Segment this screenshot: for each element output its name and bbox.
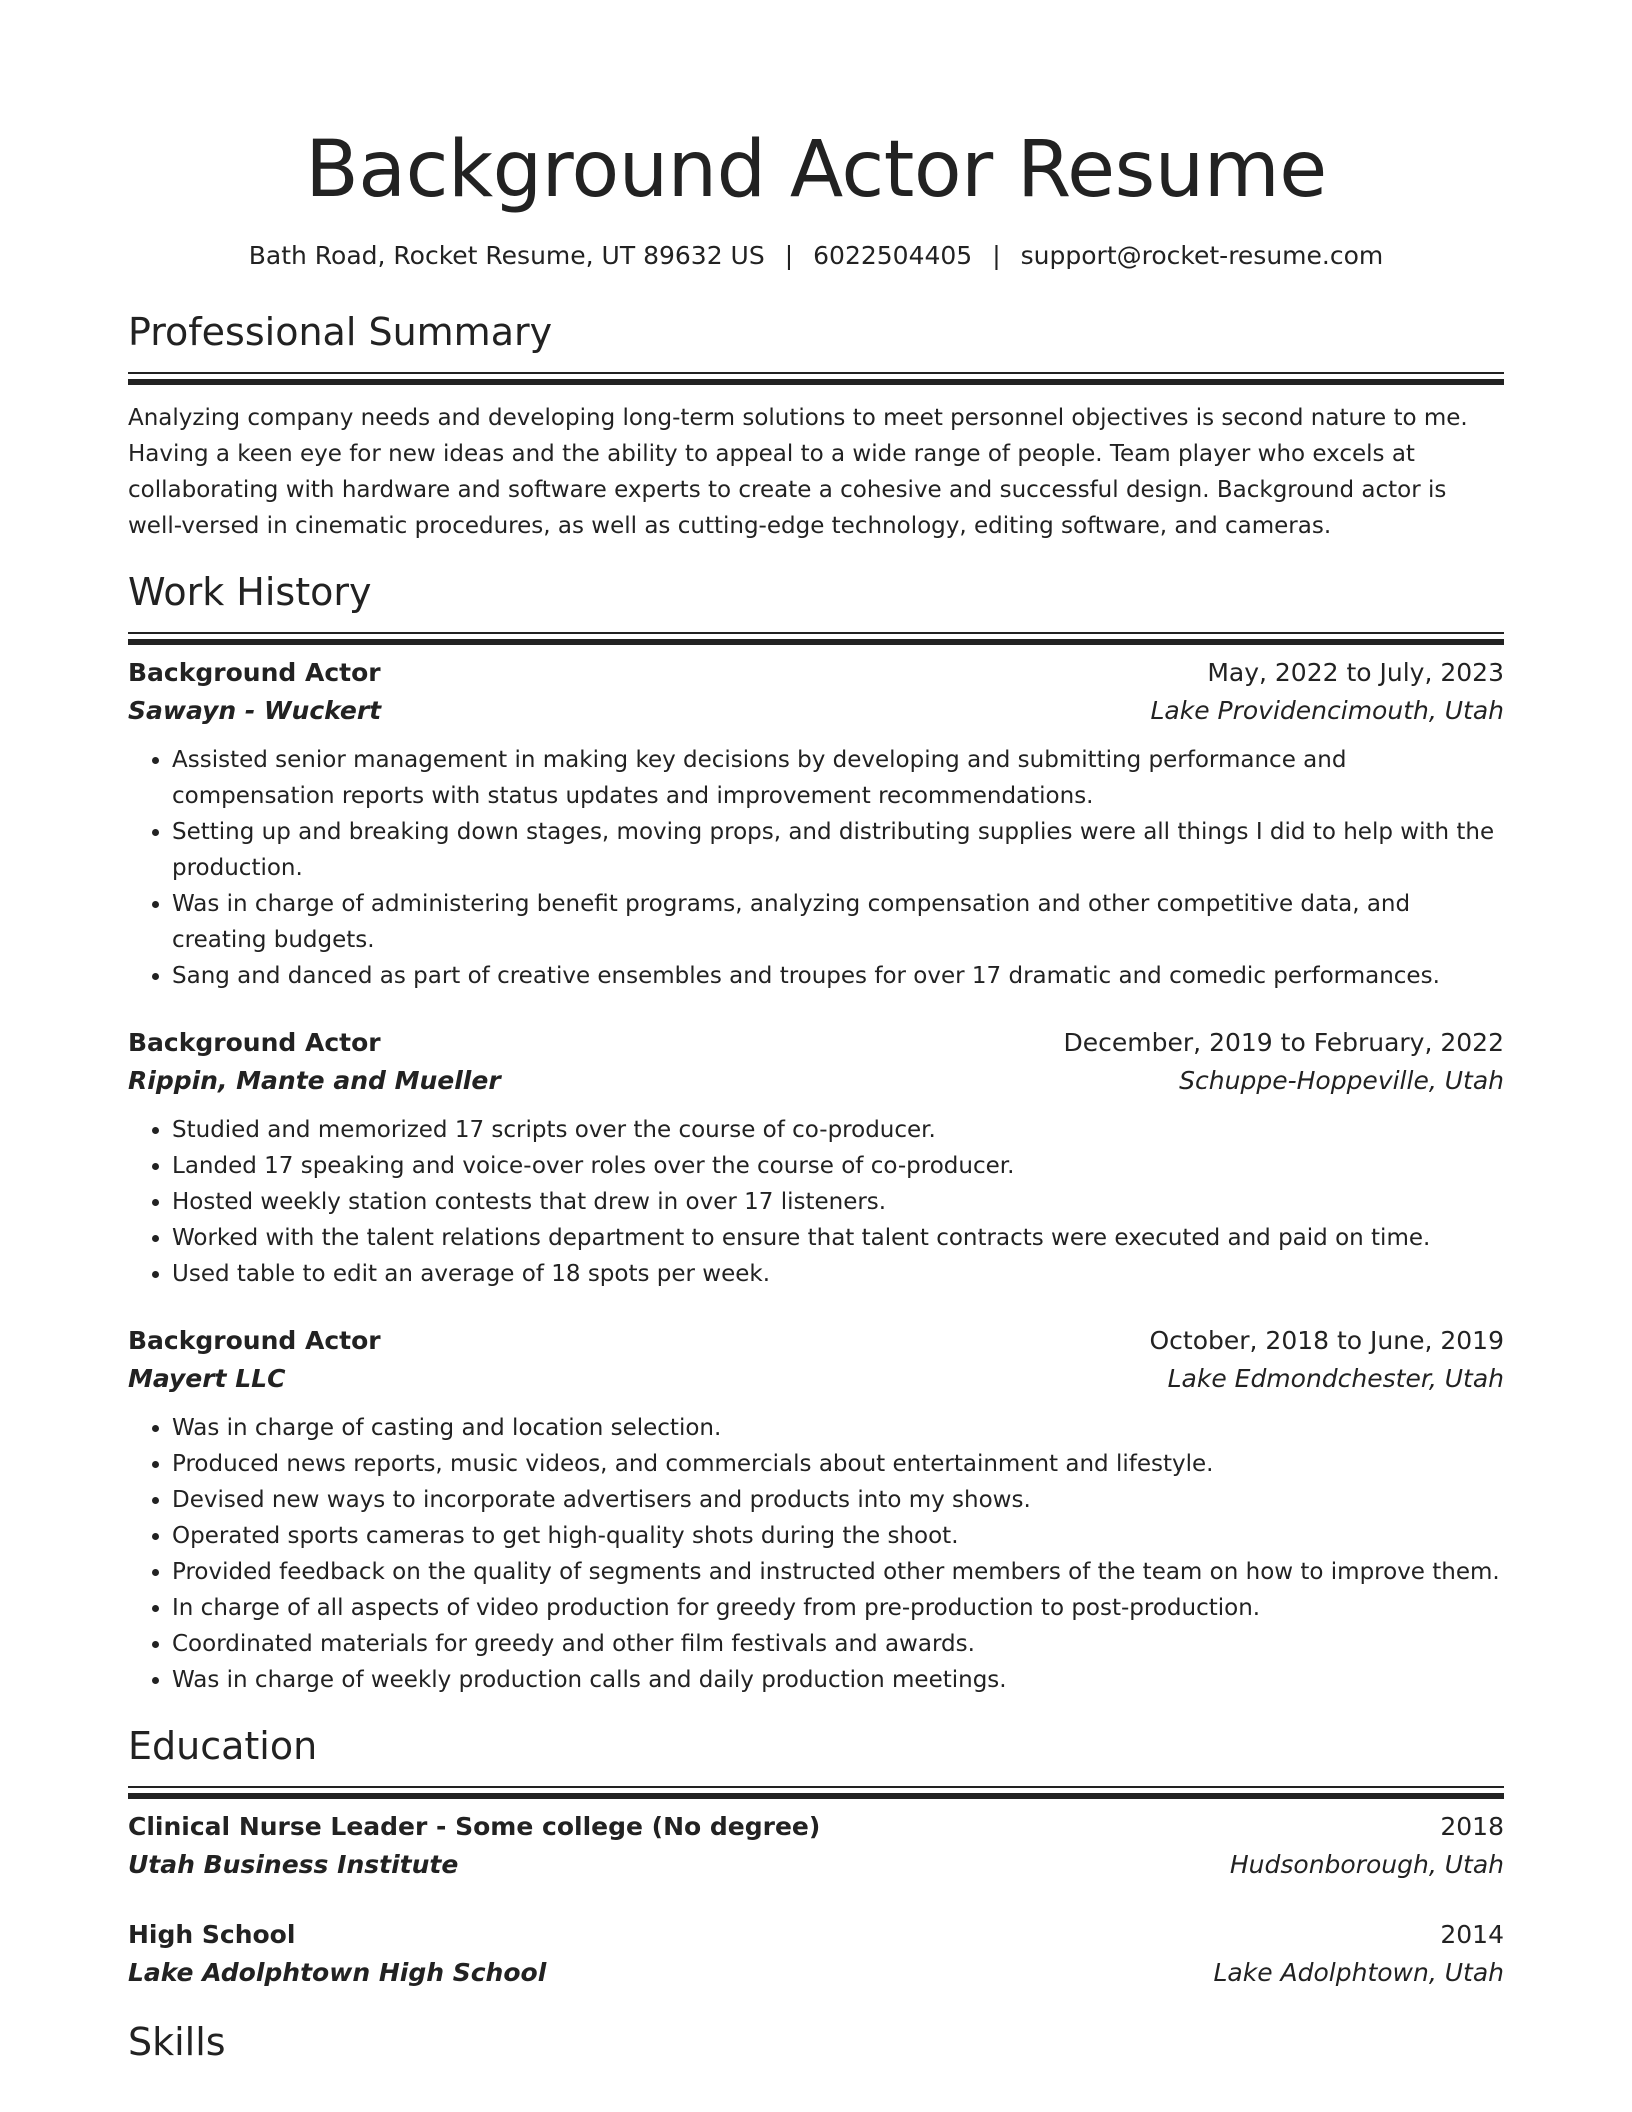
education-year: 2018 [1440, 1812, 1504, 1841]
job-bullet: • Devised new ways to incorporate advertisers and products into my shows. [172, 1482, 1504, 1518]
job-bullet: • Assisted senior management in making key decisions by developing and submitting performance and compensation reports with status updates and improvement recommendations. [172, 742, 1504, 814]
job-title: Background Actor [128, 1326, 381, 1355]
job-title: Background Actor [128, 1028, 381, 1057]
job-entry [128, 1024, 1504, 1292]
section-title-summary: Professional Summary [128, 310, 553, 354]
education-entry [128, 1916, 1504, 1992]
contact-address: Bath Road, Rocket Resume, UT 89632 US [248, 241, 765, 270]
job-entry [128, 1322, 1504, 1698]
job-location: Lake Edmondchester, Utah [1167, 1364, 1504, 1393]
resume-page [128, 0, 1504, 2112]
contact-phone: 6022504405 [813, 241, 973, 270]
job-entry [128, 654, 1504, 994]
job-company-row [128, 1360, 1504, 1398]
job-bullet: • Studied and memorized 17 scripts over the course of co-producer. [172, 1112, 1504, 1148]
section-divider [128, 372, 1504, 374]
job-location: Schuppe-Hoppeville, Utah [1179, 1066, 1504, 1095]
job-header-row [128, 654, 1504, 692]
education-header-row [128, 1916, 1504, 1954]
resume-title: Background Actor Resume [305, 125, 1327, 215]
job-bullet: • Setting up and breaking down stages, moving props, and distributing supplies were all things I did to help with the production. [172, 814, 1504, 886]
education-location: Hudsonborough, Utah [1229, 1850, 1504, 1879]
job-bullet: • Was in charge of weekly production calls and daily production meetings. [172, 1662, 1504, 1698]
contact-line [128, 238, 1504, 274]
section-title-work-history: Work History [128, 570, 372, 614]
job-bullet: • Was in charge of administering benefit programs, analyzing compensation and other competitive data, and creating budgets. [172, 886, 1504, 958]
job-bullets [128, 742, 1504, 994]
job-dates: December, 2019 to February, 2022 [1063, 1028, 1504, 1057]
job-bullet: • Hosted weekly station contests that drew in over 17 listeners. [172, 1184, 1504, 1220]
job-bullet: • Operated sports cameras to get high-quality shots during the shoot. [172, 1518, 1504, 1554]
job-bullet: • Sang and danced as part of creative ensembles and troupes for over 17 dramatic and comedic performances. [172, 958, 1504, 994]
education-school-row [128, 1954, 1504, 1992]
job-company: Rippin, Mante and Mueller [128, 1066, 501, 1095]
work-history-section [128, 568, 1504, 1698]
education-school: Lake Adolphtown High School [128, 1958, 547, 1987]
job-bullet: • Was in charge of casting and location selection. [172, 1410, 1504, 1446]
education-school: Utah Business Institute [128, 1850, 459, 1879]
job-company: Mayert LLC [128, 1364, 286, 1393]
job-bullets [128, 1410, 1504, 1698]
job-dates: May, 2022 to July, 2023 [1207, 658, 1504, 687]
job-bullet: • Worked with the talent relations department to ensure that talent contracts were executed and paid on time. [172, 1220, 1504, 1256]
job-bullet: • In charge of all aspects of video production for greedy from pre-production to post-production. [172, 1590, 1504, 1626]
job-company-row [128, 1062, 1504, 1100]
education-entry [128, 1808, 1504, 1884]
contact-separator: | [992, 241, 1001, 270]
job-bullet: • Landed 17 speaking and voice-over roles over the course of co-producer. [172, 1148, 1504, 1184]
summary-text: Analyzing company needs and developing long-term solutions to meet personnel objectives is second nature to me. Having a keen eye for new ideas and the ability to appeal to a wide range of people. Team player who excels at collaborating with hardware and software experts to create a cohesive and successful design. Background actor is well-versed in cinematic procedures, as well as cutting-edge technology, editing software, and cameras. [128, 405, 1468, 539]
job-company-row [128, 692, 1504, 730]
education-degree: Clinical Nurse Leader - Some college (No degree) [128, 1812, 821, 1841]
education-school-row [128, 1846, 1504, 1884]
job-header-row [128, 1024, 1504, 1062]
job-header-row [128, 1322, 1504, 1360]
education-year: 2014 [1440, 1920, 1504, 1949]
education-section [128, 1722, 1504, 1992]
job-bullet: • Provided feedback on the quality of segments and instructed other members of the team on how to improve them. [172, 1554, 1504, 1590]
education-location: Lake Adolphtown, Utah [1213, 1958, 1504, 1987]
job-location: Lake Providencimouth, Utah [1150, 696, 1504, 725]
section-divider [128, 632, 1504, 634]
job-title: Background Actor [128, 658, 381, 687]
contact-email: support@rocket-resume.com [1020, 241, 1384, 270]
contact-separator: | [784, 241, 794, 270]
skills-section [128, 2018, 1504, 2066]
job-bullet: • Produced news reports, music videos, and commercials about entertainment and lifestyle. [172, 1446, 1504, 1482]
section-divider [128, 1786, 1504, 1788]
education-header-row [128, 1808, 1504, 1846]
education-degree: High School [128, 1920, 296, 1949]
job-bullet: • Used table to edit an average of 18 spots per week. [172, 1256, 1504, 1292]
job-dates: October, 2018 to June, 2019 [1149, 1326, 1504, 1355]
section-title-skills: Skills [128, 2020, 226, 2064]
job-bullet: • Coordinated materials for greedy and other film festivals and awards. [172, 1626, 1504, 1662]
summary-section [128, 308, 1504, 544]
job-bullets [128, 1112, 1504, 1292]
section-title-education: Education [128, 1724, 318, 1768]
job-company: Sawayn - Wuckert [128, 696, 382, 725]
